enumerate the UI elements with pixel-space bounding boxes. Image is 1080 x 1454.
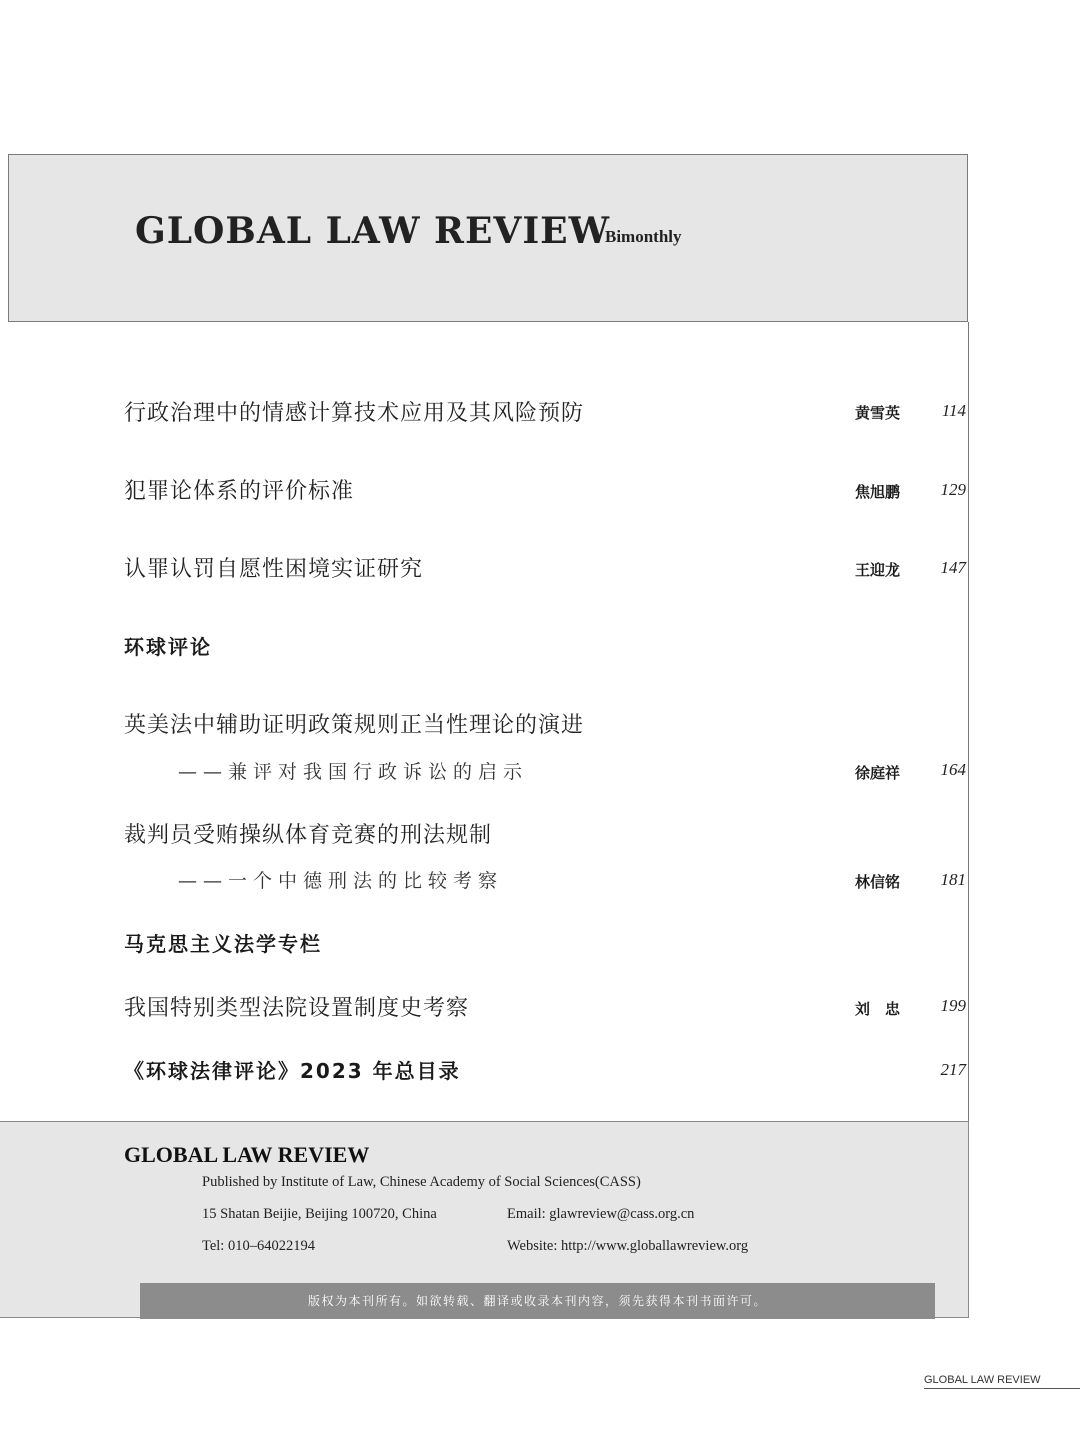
publisher-line: Published by Institute of Law, Chinese Academy of Social Sciences(CASS) bbox=[202, 1174, 641, 1190]
journal-title: GLOBAL LAW REVIEW bbox=[135, 210, 611, 252]
journal-frequency: Bimonthly bbox=[605, 227, 682, 246]
toc-entry-page: 217 bbox=[940, 1060, 966, 1079]
toc-entry-author: 刘 忠 bbox=[855, 1000, 901, 1018]
publisher-footer bbox=[0, 1121, 969, 1318]
section-heading: 环球评论 bbox=[124, 635, 212, 659]
toc-entry-page: 164 bbox=[940, 760, 966, 779]
right-margin-rule bbox=[968, 322, 969, 1122]
address-line: 15 Shatan Beijie, Beijing 100720, China bbox=[202, 1206, 437, 1222]
website-line[interactable]: Website: http://www.globallawreview.org bbox=[507, 1238, 749, 1254]
footer-title: GLOBAL LAW REVIEW bbox=[124, 1142, 370, 1167]
toc-entry-page: 147 bbox=[940, 558, 966, 577]
toc-entry-title[interactable]: 我国特别类型法院设置制度史考察 bbox=[124, 996, 470, 1021]
section-heading: 马克思主义法学专栏 bbox=[124, 932, 322, 956]
toc-entry-author: 林信铭 bbox=[855, 873, 901, 891]
toc-entry-page: 114 bbox=[941, 401, 966, 420]
email-line[interactable]: Email: glawreview@cass.org.cn bbox=[507, 1206, 695, 1222]
copyright-notice: 版权为本刊所有。如欲转载、翻译或收录本刊内容，须先获得本刊书面许可。 bbox=[140, 1283, 935, 1319]
toc-entry-title[interactable]: 《环球法律评论》2023 年总目录 bbox=[124, 1059, 461, 1083]
toc-entry-page: 129 bbox=[940, 480, 966, 499]
toc-entry-subtitle: ——兼评对我国行政诉讼的启示 bbox=[178, 761, 529, 783]
toc-entry-author: 焦旭鹏 bbox=[855, 483, 901, 501]
journal-header bbox=[8, 154, 968, 322]
toc-entry-subtitle: ——一个中德刑法的比较考察 bbox=[178, 870, 504, 892]
running-footer-label: GLOBAL LAW REVIEW bbox=[924, 1374, 1041, 1386]
running-footer-rule bbox=[924, 1388, 1080, 1389]
toc-entry-title[interactable]: 英美法中辅助证明政策规则正当性理论的演进 bbox=[124, 713, 585, 738]
toc-entry-page: 199 bbox=[940, 996, 966, 1015]
toc-entry-author: 徐庭祥 bbox=[855, 764, 901, 782]
toc-entry-title[interactable]: 裁判员受贿操纵体育竞赛的刑法规制 bbox=[124, 823, 493, 848]
toc-entry-author: 黄雪英 bbox=[855, 404, 901, 422]
toc-entry-author: 王迎龙 bbox=[855, 561, 901, 579]
toc-entry-title[interactable]: 行政治理中的情感计算技术应用及其风险预防 bbox=[124, 401, 585, 426]
toc-entry-page: 181 bbox=[940, 870, 966, 889]
toc-entry-title[interactable]: 认罪认罚自愿性困境实证研究 bbox=[124, 557, 424, 582]
tel-line: Tel: 010–64022194 bbox=[202, 1238, 315, 1254]
toc-entry-title[interactable]: 犯罪论体系的评价标准 bbox=[124, 479, 355, 504]
